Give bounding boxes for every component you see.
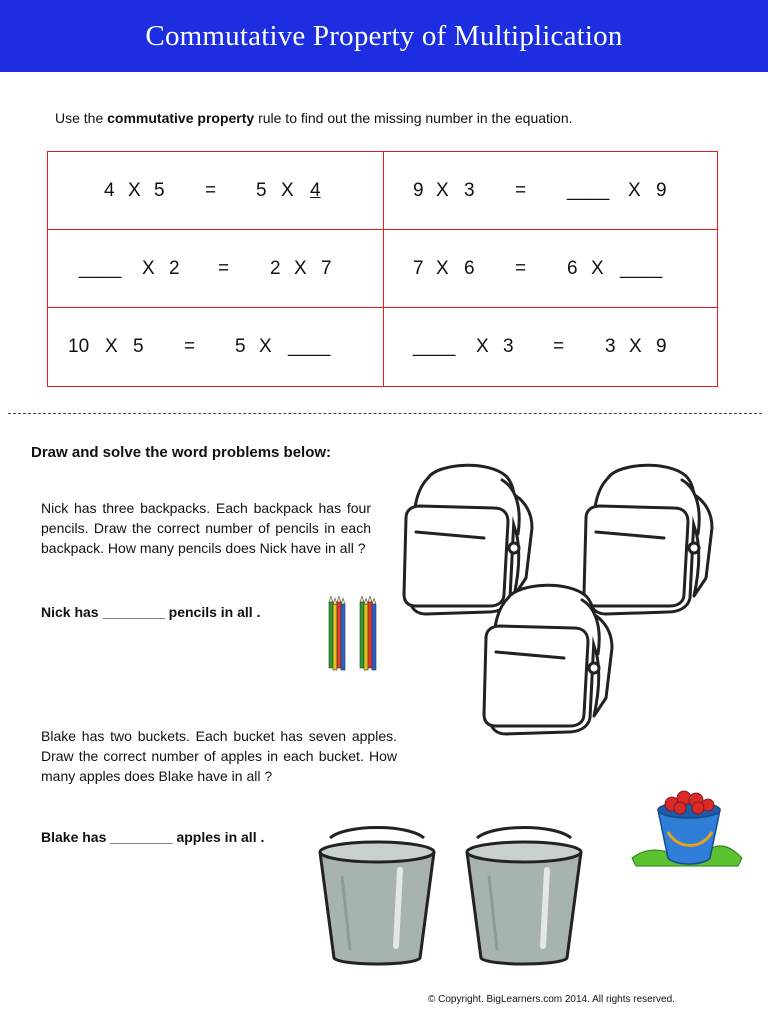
equation-operator: X <box>629 336 642 357</box>
equation-term: 3 <box>605 336 616 357</box>
equation-operator: X <box>128 179 141 201</box>
page-title: Commutative Property of Multiplication <box>145 19 623 52</box>
equation-cell <box>384 230 717 308</box>
page-header <box>0 0 768 72</box>
equation-term: 6 <box>464 257 475 279</box>
equation-blank: ____ <box>288 336 331 357</box>
equation-term: 9 <box>656 336 667 357</box>
equals-sign: = <box>184 336 196 357</box>
equation-term: 5 <box>154 179 165 201</box>
equation-operator: X <box>294 257 307 279</box>
word-problems-heading: Draw and solve the word problems below: <box>31 444 332 461</box>
instructions-prefix: Use the <box>55 110 108 126</box>
equation-term: 4 <box>104 179 115 201</box>
bucket-icon <box>463 826 585 966</box>
equation-term: 2 <box>169 257 180 279</box>
word-problem-1-text: Nick has three backpacks. Each backpack has four pencils. Draw the correct number of pencils in each backpack. How many pencils does Nick have in all ? <box>41 500 371 556</box>
equation-blank: ____ <box>413 336 456 357</box>
word-problem-1-answer: Nick has ________ pencils in all . <box>41 604 261 620</box>
equation-term: 9 <box>413 179 424 201</box>
equation-blank: ____ <box>620 257 663 279</box>
equation-table <box>47 151 718 387</box>
word-problem-2-text: Blake has two buckets. Each bucket has seven apples. Draw the correct number of apples in each bucket. How many apples does Blake have in all ? <box>41 728 397 784</box>
pencils-icon <box>326 596 386 678</box>
equation-cell <box>384 308 717 386</box>
equation-term: 5 <box>235 336 246 357</box>
equation-answer: 4 <box>310 179 321 201</box>
equation-term: 10 <box>68 336 90 357</box>
equation-operator: X <box>591 257 604 279</box>
equation-blank: ____ <box>79 257 122 279</box>
equation-term: 2 <box>270 257 281 279</box>
equation-operator: X <box>436 179 449 201</box>
equation-cell <box>48 152 384 230</box>
equation-operator: X <box>628 179 641 201</box>
instructions-suffix: rule to find out the missing number in the equation. <box>254 110 573 126</box>
equation-term: 5 <box>256 179 267 201</box>
backpack-icon <box>478 578 626 738</box>
copyright-notice: © Copyright. BigLearners.com 2014. All rights reserved. <box>428 994 675 1005</box>
equation-term: 9 <box>656 179 667 201</box>
equation-operator: X <box>142 257 155 279</box>
equation-operator: X <box>436 257 449 279</box>
equals-sign: = <box>218 257 230 279</box>
equation-term: 7 <box>321 257 332 279</box>
equation-operator: X <box>281 179 294 201</box>
equation-cell <box>48 308 384 386</box>
equation-term: 7 <box>413 257 424 279</box>
equation-term: 3 <box>503 336 514 357</box>
equals-sign: = <box>205 179 217 201</box>
equals-sign: = <box>515 179 527 201</box>
equation-operator: X <box>259 336 272 357</box>
equation-cell <box>384 152 717 230</box>
word-problem-2-answer: Blake has ________ apples in all . <box>41 829 265 845</box>
equation-term: 3 <box>464 179 475 201</box>
equation-operator: X <box>105 336 118 357</box>
bucket-icon <box>316 826 438 966</box>
instructions-bold: commutative property <box>107 110 255 126</box>
equals-sign: = <box>515 257 527 279</box>
instructions <box>55 110 573 126</box>
equation-term: 5 <box>133 336 144 357</box>
dashed-divider <box>8 413 762 414</box>
equals-sign: = <box>553 336 565 357</box>
equation-blank: ____ <box>567 179 610 201</box>
apple-bucket-icon <box>628 780 744 870</box>
equation-cell <box>48 230 384 308</box>
equation-term: 6 <box>567 257 578 279</box>
equation-operator: X <box>476 336 489 357</box>
